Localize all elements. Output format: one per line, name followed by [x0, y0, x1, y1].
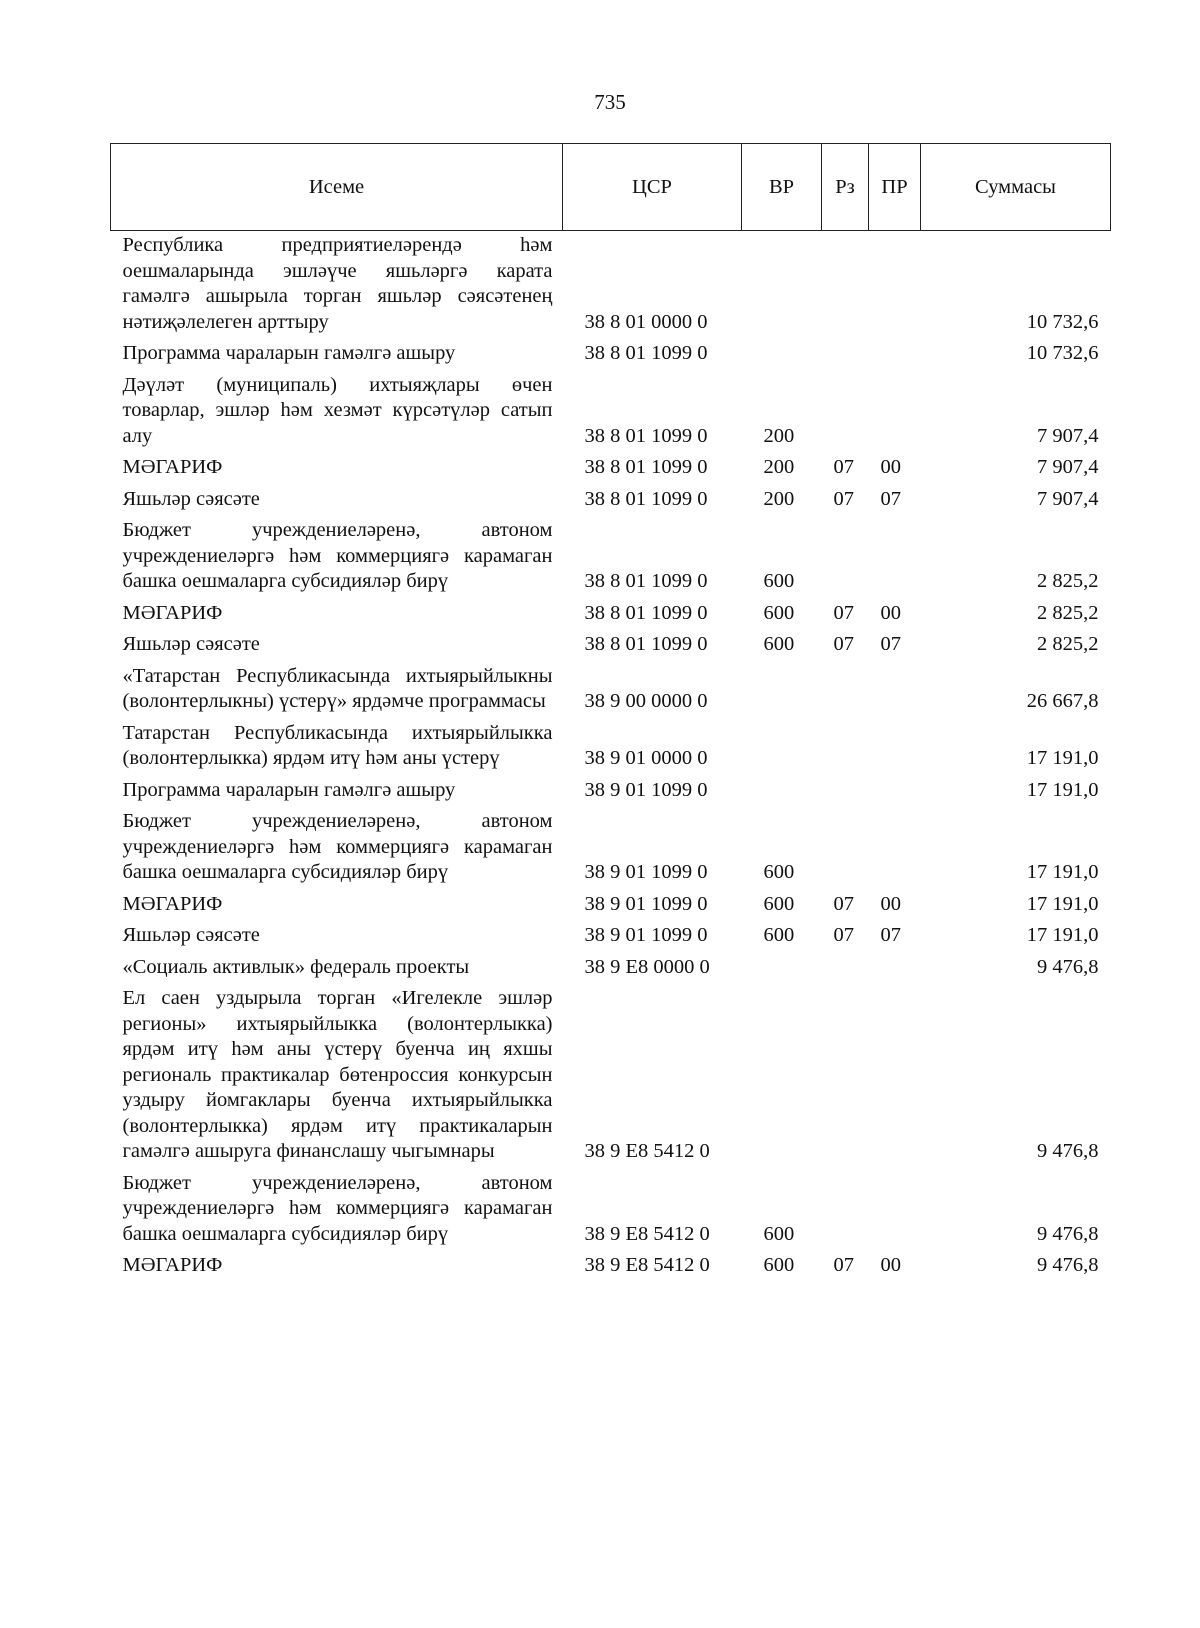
cell-rz — [822, 806, 869, 889]
cell-pr — [869, 775, 921, 807]
cell-csr: 38 8 01 1099 0 — [584, 487, 708, 510]
cell-csr: 38 9 01 1099 0 — [584, 861, 708, 883]
cell-sum: 17 191,0 — [1026, 747, 1099, 769]
cell-vr: 200 — [763, 424, 795, 447]
cell-pr — [869, 370, 921, 453]
table-row — [111, 231, 1111, 339]
cell-vr: 600 — [763, 1254, 795, 1276]
cell-csr: 38 9 E8 5412 0 — [584, 1222, 710, 1245]
table-row — [111, 1168, 1111, 1251]
header-vr: ВР — [742, 144, 822, 231]
table-row — [111, 983, 1111, 1168]
cell-rz — [822, 661, 869, 718]
cell-name: Бюджет учреждениеләренә, автоном учреждениеләргә һәм коммерциягә карамаган башка оешмаларга субсидияләр бирү — [122, 1171, 553, 1245]
table-row — [111, 920, 1111, 952]
cell-pr — [869, 661, 921, 718]
cell-rz: 07 — [833, 487, 854, 510]
table-row — [111, 370, 1111, 453]
cell-rz — [822, 775, 869, 807]
cell-sum: 17 191,0 — [1026, 892, 1099, 915]
cell-rz: 07 — [833, 633, 854, 655]
page-number: 735 — [594, 90, 626, 114]
cell-name: Бюджет учреждениеләренә, автоном учреждениеләргә һәм коммерциягә карамаган башка оешмаларга субсидияләр бирү — [122, 810, 553, 883]
cell-name: «Социаль активлык» федераль проекты — [122, 955, 470, 978]
cell-csr: 38 8 01 1099 0 — [584, 424, 708, 447]
header-name: Исеме — [111, 144, 563, 231]
cell-csr: 38 9 E8 0000 0 — [584, 955, 710, 978]
cell-csr: 38 8 01 1099 0 — [584, 633, 708, 655]
cell-vr: 200 — [763, 456, 795, 478]
cell-pr: 07 — [880, 633, 901, 655]
cell-vr — [742, 338, 822, 370]
cell-csr: 38 8 01 1099 0 — [584, 342, 708, 364]
table-row — [111, 452, 1111, 484]
table-row — [111, 515, 1111, 598]
table-row — [111, 1250, 1111, 1282]
cell-name: Программа чараларын гамәлгә ашыру — [122, 342, 456, 364]
table-row — [111, 629, 1111, 661]
cell-sum: 7 907,4 — [1037, 456, 1099, 478]
cell-rz — [822, 983, 869, 1168]
cell-pr — [869, 952, 921, 984]
cell-sum: 2 825,2 — [1037, 601, 1099, 624]
table-row — [111, 338, 1111, 370]
cell-vr: 200 — [763, 487, 795, 510]
cell-vr: 600 — [763, 1222, 795, 1245]
cell-sum: 7 907,4 — [1037, 424, 1099, 447]
header-rz: Рз — [822, 144, 869, 231]
cell-sum: 2 825,2 — [1037, 633, 1099, 655]
cell-csr: 38 8 01 1099 0 — [584, 601, 708, 624]
cell-pr: 07 — [880, 487, 901, 510]
cell-vr: 600 — [763, 924, 795, 946]
cell-pr — [869, 231, 921, 339]
cell-sum: 10 732,6 — [1026, 342, 1099, 364]
cell-pr: 00 — [880, 892, 901, 915]
cell-vr: 600 — [763, 892, 795, 915]
cell-sum: 10 732,6 — [1026, 310, 1099, 333]
cell-name: Татарстан Республикасында ихтыярыйлыкка (волонтерлыкка) ярдәм итү һәм аны үстерү — [122, 721, 553, 769]
table-row — [111, 661, 1111, 718]
table-row — [111, 598, 1111, 630]
cell-pr — [869, 718, 921, 775]
cell-sum: 7 907,4 — [1037, 487, 1099, 510]
cell-pr: 07 — [880, 924, 901, 946]
cell-name: Дәүләт (муниципаль) ихтыяҗлары өчен товарлар, эшләр һәм хезмәт күрсәтүләр сатып алу — [122, 373, 553, 447]
cell-vr — [742, 718, 822, 775]
table-row — [111, 806, 1111, 889]
cell-csr: 38 9 01 1099 0 — [584, 892, 708, 915]
table-row — [111, 718, 1111, 775]
cell-name: «Татарстан Республикасында ихтыярыйлыкны (волонтерлыкны) үстерү» ярдәмче программасы — [122, 664, 553, 712]
table-row — [111, 484, 1111, 516]
table-row — [111, 952, 1111, 984]
cell-csr: 38 8 01 1099 0 — [584, 456, 708, 478]
cell-vr: 600 — [763, 861, 795, 883]
cell-sum: 17 191,0 — [1026, 778, 1099, 801]
cell-csr: 38 8 01 1099 0 — [584, 570, 708, 592]
cell-name: МӘГАРИФ — [122, 601, 223, 624]
header-csr: ЦСР — [563, 144, 742, 231]
cell-name: МӘГАРИФ — [122, 1254, 223, 1276]
cell-sum: 26 667,8 — [1026, 690, 1099, 712]
cell-name: Яшьләр сәясәте — [122, 924, 260, 946]
cell-vr — [742, 231, 822, 339]
cell-rz — [822, 370, 869, 453]
cell-vr: 600 — [763, 633, 795, 655]
cell-csr: 38 9 01 0000 0 — [584, 747, 708, 769]
table-header-row — [111, 144, 1111, 231]
cell-rz: 07 — [833, 601, 854, 624]
cell-sum: 9 476,8 — [1037, 1222, 1099, 1245]
cell-sum: 17 191,0 — [1026, 924, 1099, 946]
cell-sum: 2 825,2 — [1037, 570, 1099, 592]
cell-rz — [822, 231, 869, 339]
table-body — [111, 231, 1111, 1282]
cell-name: МӘГАРИФ — [122, 892, 223, 915]
cell-sum: 9 476,8 — [1037, 1254, 1099, 1276]
header-sum: Суммасы — [921, 144, 1111, 231]
cell-csr: 38 9 01 1099 0 — [584, 778, 708, 801]
cell-csr: 38 9 01 1099 0 — [584, 924, 708, 946]
cell-name: Республика предприятиеләрендә һәм оешмаларында эшләүче яшьләргә карата гамәлгә ашырыла торган яшьләр сәясәтенең нәтиҗәлелеген арттыру — [122, 234, 553, 333]
cell-rz — [822, 338, 869, 370]
cell-pr: 00 — [880, 1254, 901, 1276]
cell-name: Программа чараларын гамәлгә ашыру — [122, 778, 456, 801]
cell-rz — [822, 1168, 869, 1251]
cell-vr — [742, 661, 822, 718]
cell-rz — [822, 952, 869, 984]
cell-pr: 00 — [880, 601, 901, 624]
cell-csr: 38 9 E8 5412 0 — [584, 1254, 710, 1276]
cell-name: Ел саен уздырыла торган «Игелекле эшләр регионы» ихтыярыйлыкка (волонтерлыкка) ярдәм итү һәм аны үстерү буенча иң яхшы региональ практикалар бөтенроссия конкурсын уздыру йомгаклары буенча ихтыярыйлыкка (волонтерлыкка) ярдәм итү практикаларын гамәлгә ашыруга финанслашу чыгымнары — [122, 987, 553, 1162]
cell-pr — [869, 983, 921, 1168]
table-row — [111, 775, 1111, 807]
cell-name: Яшьләр сәясәте — [122, 487, 260, 510]
cell-rz: 07 — [833, 1254, 854, 1276]
cell-name: Бюджет учреждениеләренә, автоном учреждениеләргә һәм коммерциягә карамаган башка оешмаларга субсидияләр бирү — [122, 519, 553, 592]
cell-pr: 00 — [880, 456, 901, 478]
table-row — [111, 889, 1111, 921]
cell-pr — [869, 515, 921, 598]
cell-pr — [869, 806, 921, 889]
cell-pr — [869, 1168, 921, 1251]
cell-sum: 9 476,8 — [1037, 1140, 1099, 1162]
cell-rz: 07 — [833, 456, 854, 478]
budget-table — [110, 143, 1111, 1282]
cell-name: МӘГАРИФ — [122, 456, 223, 478]
cell-sum: 17 191,0 — [1026, 861, 1099, 883]
cell-rz — [822, 515, 869, 598]
cell-sum: 9 476,8 — [1037, 955, 1099, 978]
cell-rz — [822, 718, 869, 775]
cell-vr — [742, 952, 822, 984]
cell-csr: 38 9 E8 5412 0 — [584, 1140, 710, 1162]
cell-vr: 600 — [763, 570, 795, 592]
cell-pr — [869, 338, 921, 370]
header-pr: ПР — [869, 144, 921, 231]
cell-name: Яшьләр сәясәте — [122, 633, 260, 655]
cell-vr — [742, 775, 822, 807]
cell-csr: 38 9 00 0000 0 — [584, 690, 708, 712]
cell-rz: 07 — [833, 924, 854, 946]
cell-vr: 600 — [763, 601, 795, 624]
cell-rz: 07 — [833, 892, 854, 915]
cell-vr — [742, 983, 822, 1168]
cell-csr: 38 8 01 0000 0 — [584, 310, 708, 333]
